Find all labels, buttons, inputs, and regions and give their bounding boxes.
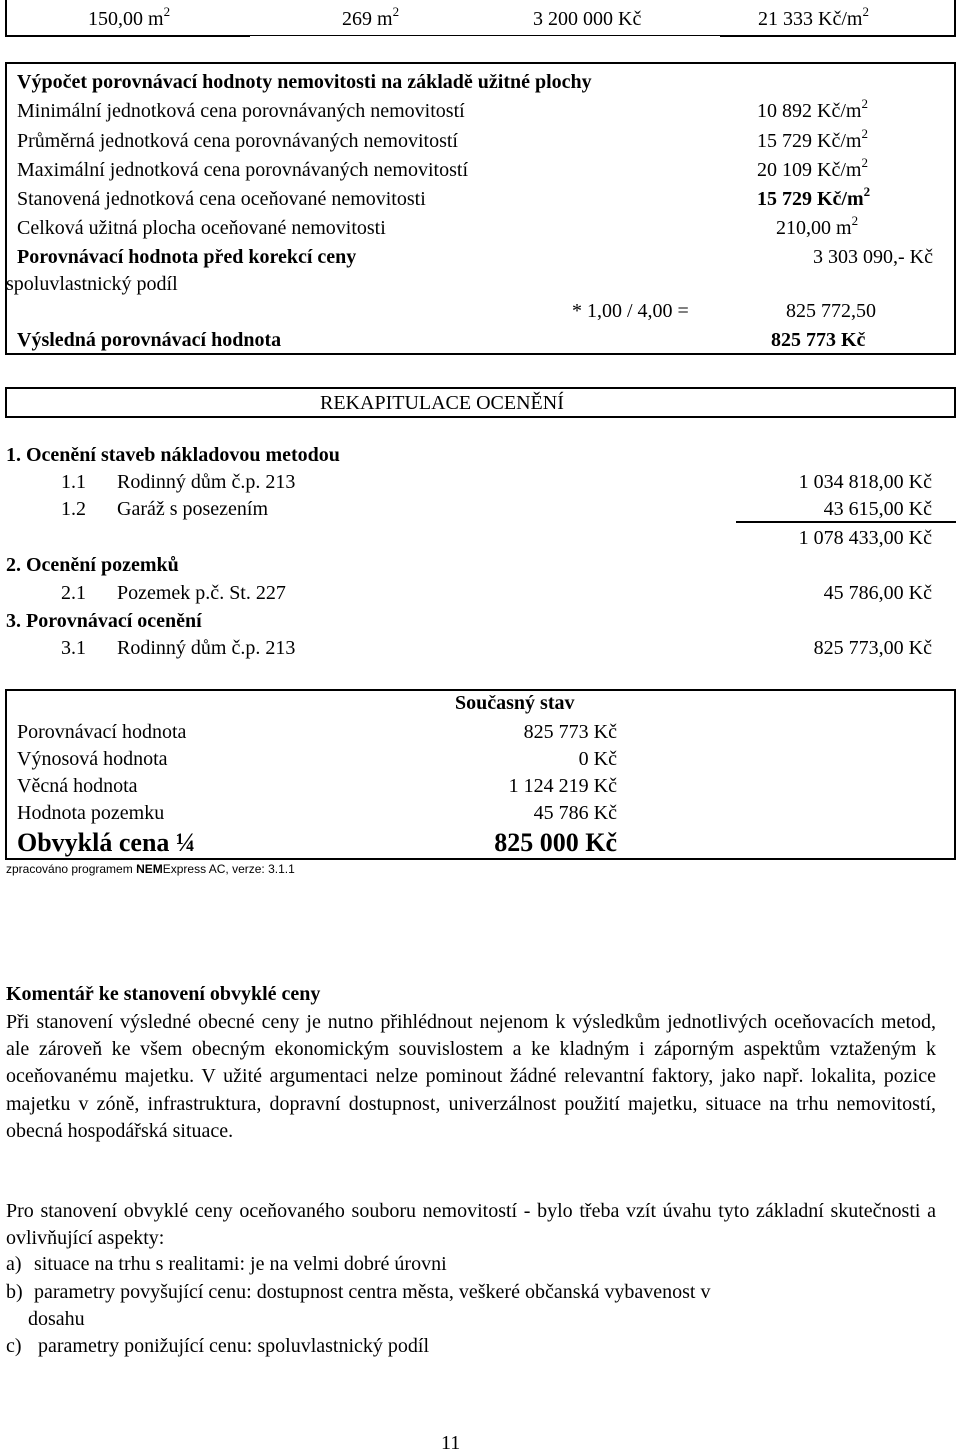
comment-list-item: dosahu [28,1308,85,1330]
comparison-row-label: Stanovená jednotková cena oceňované nemovitosti [17,188,426,210]
recap-section-title: 1. Ocenění staveb nákladovou metodou [6,444,340,466]
comment-title: Komentář ke stanovení obvyklé ceny [6,983,321,1005]
comparison-title: Výpočet porovnávací hodnoty nemovitosti na základě užitné plochy [17,71,592,93]
summary-row-label: Hodnota pozemku [17,802,165,824]
value-before-correction-label: Porovnávací hodnota před korekcí ceny [17,246,357,268]
summary-row-value: 0 Kč [578,748,617,770]
comparison-row-value: 210,00 $m^2$ [776,213,859,239]
recap-item-number: 1.1 [61,471,86,493]
recap-section-total: 1 078 433,00 Kč [798,527,932,549]
usual-price-value: 825 000 Kč [494,828,617,857]
co-ownership-share-label: spoluvlastnický podíl [6,273,178,295]
recap-item-value: 1 034 818,00 Kč [798,471,932,493]
comment-paragraph: Při stanovení výsledné obecné ceny je nutno přihlédnout nejenom k výsledkům jednotlivých oceňovacích metod, ale zároveň ke všem obecným ekonomickým souvislostem a ke kladným i záporným aspektům vztaženým k oceňovanému majetku. V užité argumentaci nelze pominout žádné relevantní faktory, jako např. lokalita, pozice majetku v zóně, infrastruktura, dopravní dostupnost, univerzálnost použití majetku, situace na trhu nemovitostí, obecná hospodářská situace. [6,1011,936,1142]
recap-section-title: 2. Ocenění pozemků [6,554,179,576]
recap-item-label: Pozemek p.č. St. 227 [117,582,286,604]
top-unit-price: 21 333 $Kč/m^2$ [758,4,869,30]
recap-item-number: 1.2 [61,498,86,520]
comparison-row-value: 20 109 $Kč/m^2$ [757,155,868,181]
top-row-gap-line [250,36,720,38]
comparison-row-value: 10 892 $Kč/m^2$ [757,96,868,122]
recap-section-title: 3. Porovnávací ocenění [6,610,202,632]
value-before-correction: 3 303 090,- Kč [813,246,933,268]
summary-column-header: Současný stav [455,692,575,714]
co-ownership-value: 825 772,50 [786,300,876,322]
top-price: 3 200 000 Kč [533,8,642,30]
comment-list-item: situace na trhu s realitami: je na velmi dobré úrovni [34,1253,447,1275]
recap-item-value: 825 773,00 Kč [813,637,932,659]
summary-row-label: Porovnávací hodnota [17,721,187,743]
recap-item-label: Rodinný dům č.p. 213 [117,471,296,493]
summary-row-value: 825 773 Kč [523,721,617,743]
comment-list-marker: a) [6,1253,22,1275]
top-area2: 269 $m^2$ [342,4,400,30]
comment-paragraph: Pro stanovení obvyklé ceny oceňovaného souboru nemovitostí - bylo třeba vzít úvahu tyto základní skutečnosti a ovlivňující aspekty: [6,1200,936,1250]
recap-item-value: 43 615,00 Kč [823,498,932,520]
usual-price-label: Obvyklá cena ¼ [17,828,196,857]
summary-row-label: Výnosová hodnota [17,748,168,770]
recap-item-label: Rodinný dům č.p. 213 [117,637,296,659]
page-number: 11 [441,1432,461,1454]
comparison-row-value: 15 729 $Kč/m^2$ [757,184,871,210]
result-comparison-value: 825 773 Kč [771,329,866,351]
comparison-row-label: Maximální jednotková cena porovnávaných nemovitostí [17,159,468,181]
comment-list-marker: c) [6,1335,22,1357]
recap-item-label: Garáž s posezením [117,498,269,520]
recap-item-value: 45 786,00 Kč [823,582,932,604]
comparison-row-value: 15 729 $Kč/m^2$ [757,126,868,152]
comment-list-item: parametry povyšující cenu: dostupnost centra města, veškeré občanská vybavenost v [34,1281,711,1303]
recap-item-number: 3.1 [61,637,86,659]
recap-item-number: 2.1 [61,582,86,604]
summary-row-value: 1 124 219 Kč [508,775,617,797]
software-footer: zpracováno programem NEMExpress AC, verze: 3.1.1 [6,862,295,876]
comment-list-marker: b) [6,1281,23,1303]
top-area1: 150,00 $m^2$ [88,4,171,30]
comparison-row-label: Celková užitná plocha oceňované nemovitosti [17,217,386,239]
co-ownership-formula: * 1,00 / 4,00 = [572,300,689,322]
result-comparison-label: Výsledná porovnávací hodnota [17,329,282,351]
summary-row-value: 45 786 Kč [533,802,617,824]
comment-list-item: parametry ponižující cenu: spoluvlastnický podíl [38,1335,430,1357]
comparison-row-label: Minimální jednotková cena porovnávaných nemovitostí [17,100,465,122]
summary-row-label: Věcná hodnota [17,775,138,797]
comparison-row-label: Průměrná jednotková cena porovnávaných nemovitostí [17,130,458,152]
recap-sum-line [736,521,956,523]
recap-title: REKAPITULACE OCENĚNÍ [320,392,564,414]
